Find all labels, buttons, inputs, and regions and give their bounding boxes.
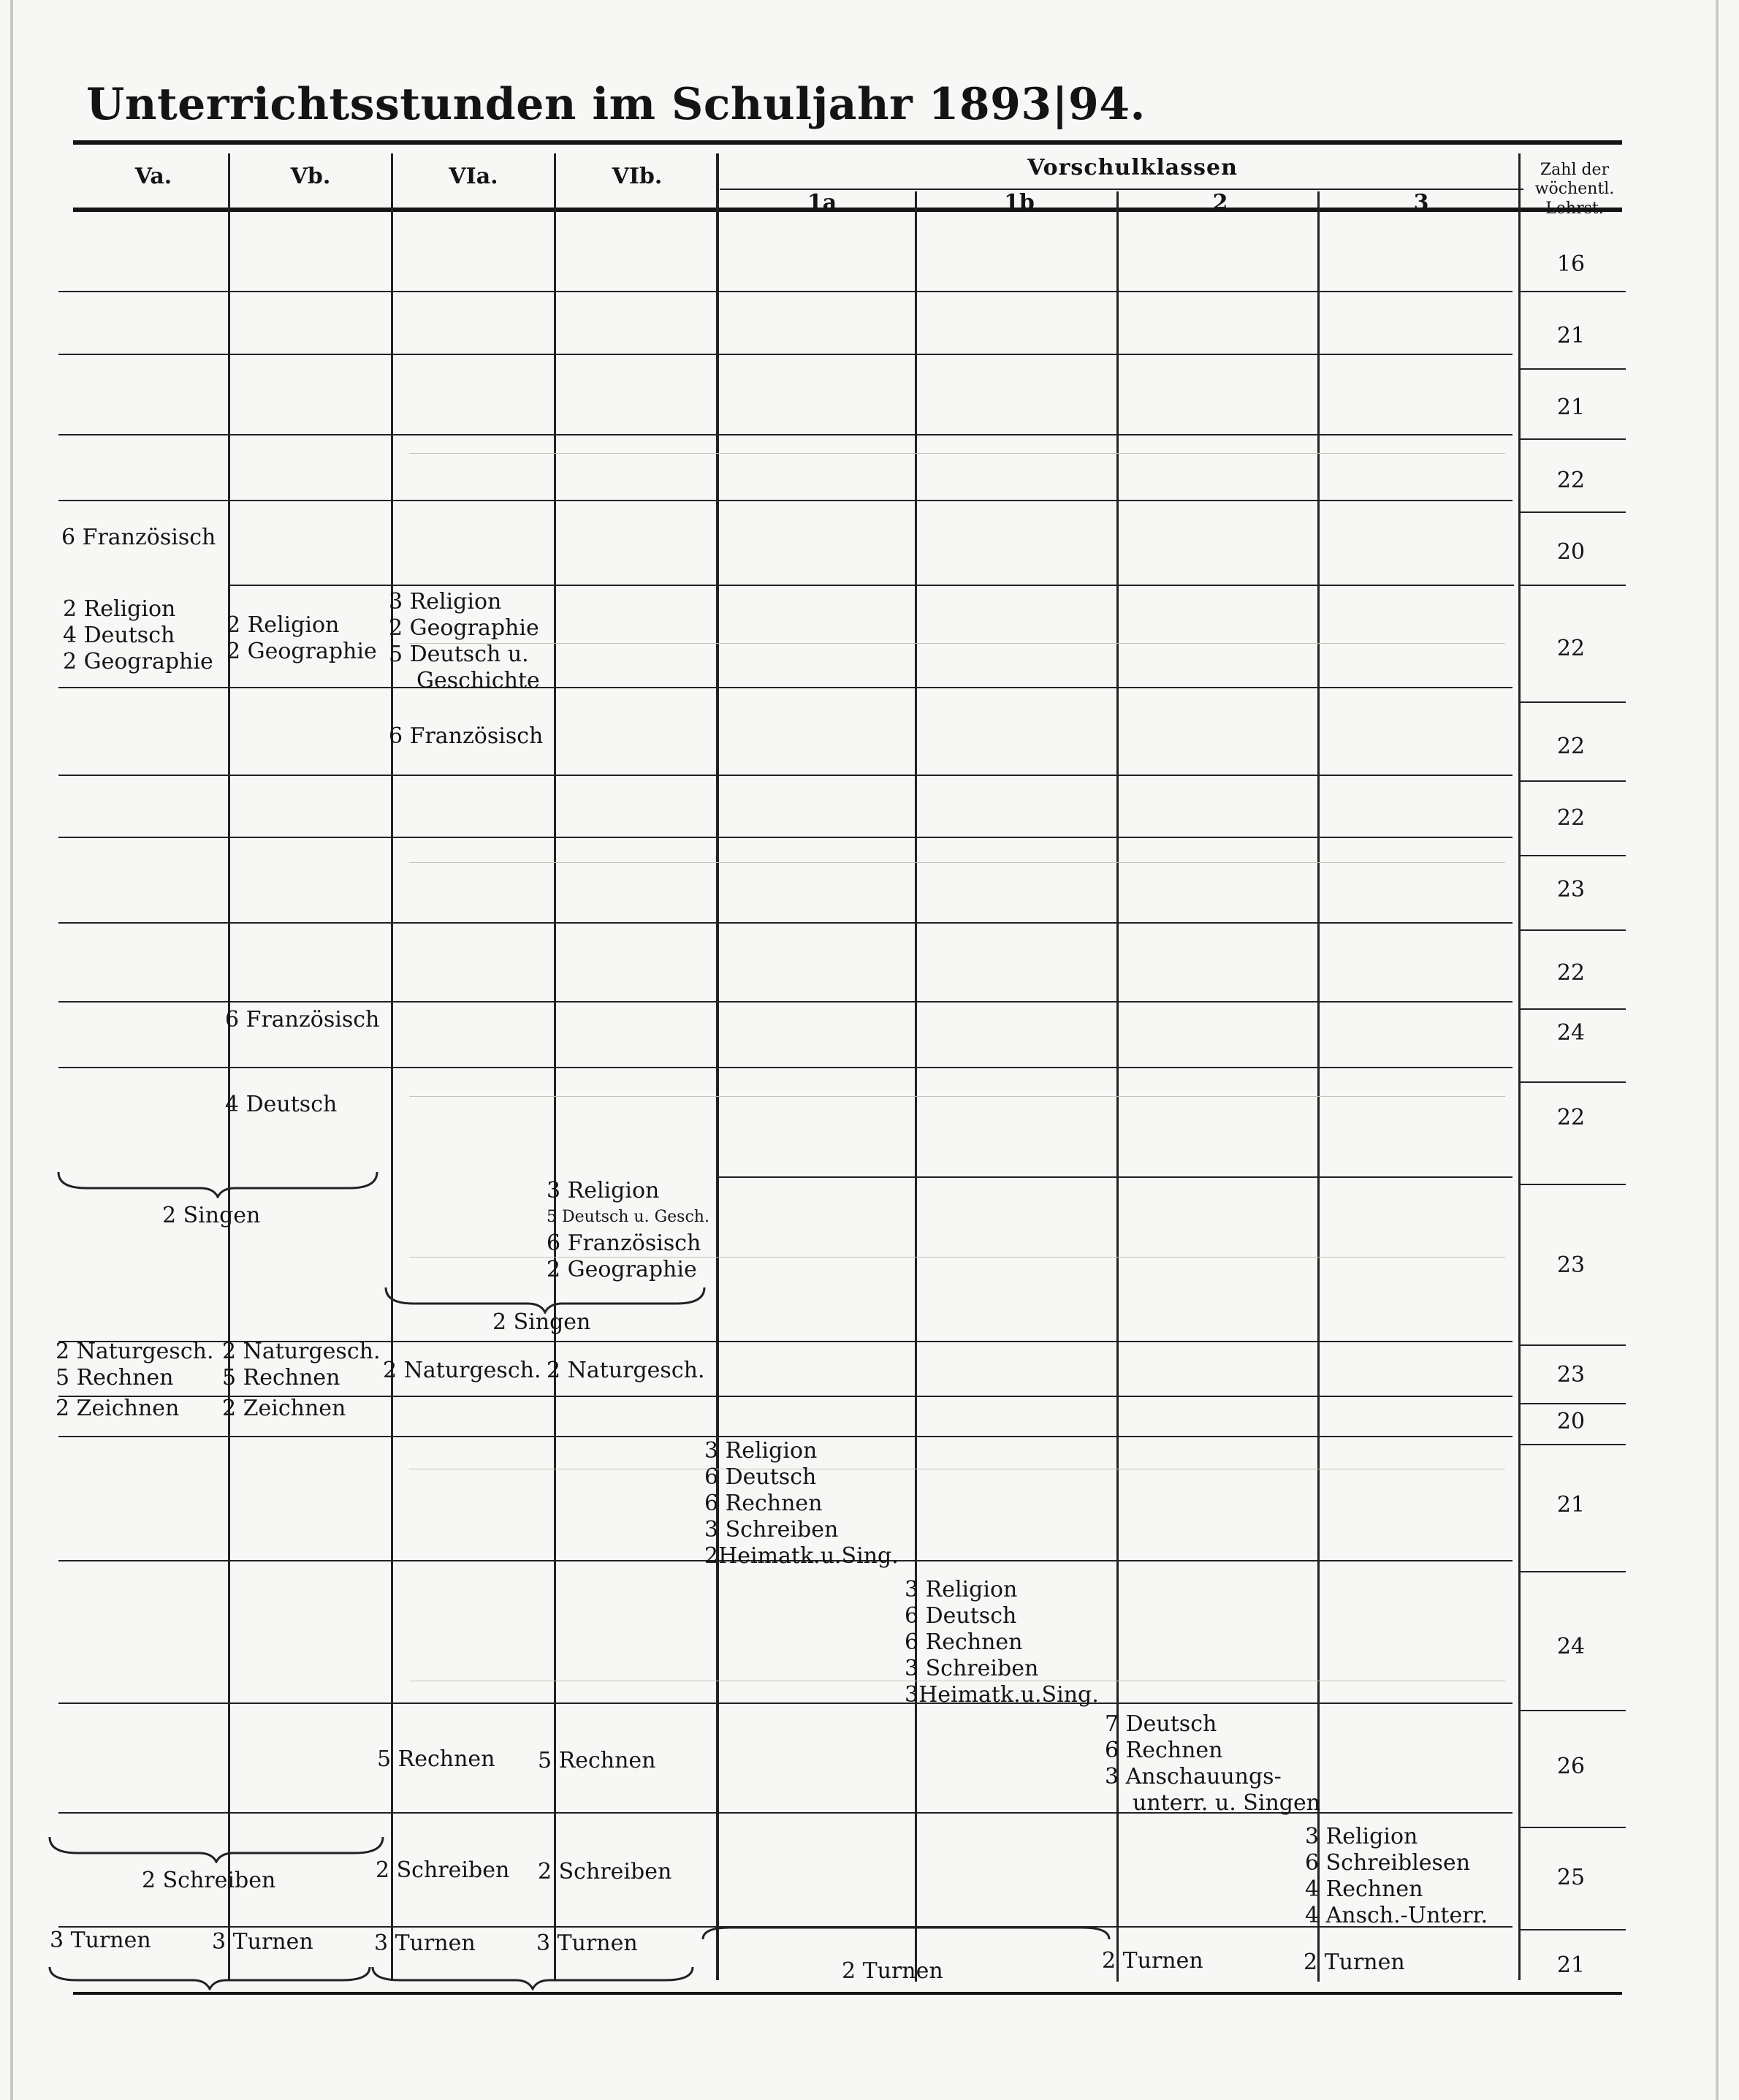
vib-turnen: 3 Turnen [536,1930,638,1956]
via-franzoesisch: 6 Französisch [389,723,544,749]
brace-va-vb-schreiben [48,1834,384,1863]
header-vb: Vb. [290,164,331,189]
header-zahl-line3: Lehrst. [1545,199,1604,218]
row-rule [58,687,1512,688]
vib-religion-deutsch-franz-geo [547,1178,709,1283]
vib-rechnen: 5 Rechnen [538,1748,656,1773]
top-rule [73,140,1622,145]
via-naturgesch: 2 Naturgesch. [383,1358,541,1383]
row-rule [58,1001,1512,1003]
v2-line: 6 Rechnen [1105,1738,1223,1763]
via-rechnen: 5 Rechnen [377,1746,495,1772]
v3-turnen: 2 Turnen [1304,1949,1405,1975]
col-divider [1518,153,1521,1980]
bleed-through-line [409,643,1505,644]
vib-line: 3 Religion [547,1178,660,1203]
hours-value: 25 [1556,1865,1586,1890]
va-line: 2 Geographie [63,649,213,674]
row-rule [1520,701,1626,703]
v1b-line: 3Heimatk.u.Sing. [905,1682,1099,1708]
va-franzoesisch: 6 Französisch [61,525,216,550]
via-line: 3 Religion [389,589,502,615]
via-schreiben: 2 Schreiben [376,1857,510,1883]
brace-va-vb-singen [57,1169,378,1198]
vib-line: 2 Geographie [547,1257,697,1282]
v3-line: 4 Rechnen [1305,1876,1423,1902]
row-rule [1520,438,1626,440]
vb-turnen: 3 Turnen [212,1929,313,1955]
hours-value: 22 [1556,734,1586,759]
row-rule [1520,855,1626,856]
hours-value: 21 [1556,1952,1586,1978]
va-religion-deutsch-geographie [63,596,213,675]
row-rule [1520,1184,1626,1185]
row-rule [1520,511,1626,513]
va-vb-schreiben: 2 Schreiben [142,1868,276,1893]
v2-line: 3 Anschauungs- [1105,1764,1282,1789]
page-title: Unterrichtsstunden im Schuljahr 1893|94. [86,79,1146,130]
vb-line: 2 Naturgesch. [222,1339,381,1364]
hours-value: 21 [1556,323,1586,349]
v3-line: 4 Ansch.-Unterr. [1305,1903,1488,1928]
row-rule [58,1703,1512,1704]
va-line: 2 Zeichnen [56,1396,180,1421]
row-rule [58,1067,1512,1068]
row-rule [1520,585,1626,586]
via-line: 2 Geographie [389,615,539,641]
v1b-line: 3 Schreiben [905,1656,1039,1681]
row-rule [58,434,1512,435]
v1a-line: 2Heimatk.u.Sing. [704,1543,899,1569]
va-line: 2 Religion [63,596,176,622]
hours-value: 16 [1556,251,1586,277]
row-rule [58,1436,1512,1437]
vb-line: 2 Zeichnen [222,1396,346,1421]
hours-value: 23 [1556,877,1586,902]
v2-line: unterr. u. Singen [1133,1790,1321,1816]
row-rule [1520,1344,1626,1346]
header-zahl-line2: wöchentl. [1534,180,1615,199]
vb-line: 5 Rechnen [222,1365,340,1391]
vib-schreiben: 2 Schreiben [538,1859,672,1884]
v2-line: 7 Deutsch [1105,1711,1217,1737]
row-rule [1520,368,1626,370]
header-vib: VIb. [612,164,663,189]
row-rule [1520,780,1626,782]
row-rule [58,500,1512,501]
row-rule [58,354,1512,355]
row-rule [716,1176,1512,1178]
header-vorschulklassen: Vorschulklassen [1027,155,1238,180]
hours-value: 21 [1556,395,1586,420]
v1b-block [905,1577,1099,1708]
row-rule [58,837,1512,838]
va-vb-singen: 2 Singen [162,1203,261,1228]
vb-line: 2 Geographie [227,639,377,664]
v3-line: 6 Schreiblesen [1305,1850,1471,1876]
hours-value: 23 [1556,1252,1586,1278]
row-rule [1520,929,1626,931]
v2-block [1105,1711,1320,1816]
v1a-line: 3 Schreiben [704,1517,839,1542]
col-divider [915,191,917,1982]
hours-value: 21 [1556,1492,1586,1518]
hours-value: 22 [1556,636,1586,661]
v1a-v1b-turnen: 2 Turnen [842,1958,943,1984]
vb-religion-geographie [227,612,377,665]
hours-value: 24 [1556,1634,1586,1659]
brace-va-vb-turnen [48,1964,371,1990]
row-rule [1520,1403,1626,1404]
v1b-line: 3 Religion [905,1577,1018,1602]
v1a-line: 3 Religion [704,1438,818,1464]
page-edge-left [10,0,13,2100]
row-rule [1520,1444,1626,1445]
bottom-rule [73,1992,1622,1995]
hours-value: 22 [1556,468,1586,493]
row-rule [1520,291,1626,292]
row-rule [1520,1008,1626,1010]
va-line: 4 Deutsch [63,623,175,648]
hours-value: 24 [1556,1020,1586,1046]
bleed-through-line [409,453,1505,454]
header-2: 2 [1212,190,1228,216]
va-line: 2 Naturgesch. [56,1339,214,1364]
row-rule [1520,1827,1626,1828]
vib-naturgesch: 2 Naturgesch. [547,1358,705,1383]
header-via: VIa. [449,164,498,189]
vib-line: 6 Französisch [547,1230,701,1256]
v3-block [1305,1824,1488,1929]
row-rule [58,291,1512,292]
via-line: 5 Deutsch u. [389,642,529,667]
hours-value: 22 [1556,1105,1586,1130]
header-va: Va. [134,164,172,189]
hours-value: 22 [1556,805,1586,831]
v3-line: 3 Religion [1305,1824,1418,1849]
brace-via-vib-turnen [371,1964,694,1990]
via-vib-singen: 2 Singen [492,1309,591,1335]
via-turnen: 3 Turnen [374,1930,476,1956]
vb-franzoesisch: 6 Französisch [225,1007,380,1032]
header-zahl [1523,161,1626,218]
v1a-line: 6 Deutsch [704,1464,817,1490]
hours-value: 23 [1556,1362,1586,1388]
hours-value: 20 [1556,539,1586,565]
va-line: 5 Rechnen [56,1365,174,1391]
vib-line: 5 Deutsch u. Gesch. [547,1208,709,1226]
page-edge-right [1716,0,1719,2100]
vb-line: 2 Religion [227,612,340,638]
row-rule [1520,1710,1626,1711]
vb-naturgesch-rechnen-zeichnen [222,1339,381,1422]
hours-value: 20 [1556,1409,1586,1434]
header-1b: 1b [1004,190,1035,216]
v1b-line: 6 Rechnen [905,1629,1023,1655]
row-rule [1520,1081,1626,1083]
row-rule [1520,1929,1626,1930]
v1a-line: 6 Rechnen [704,1491,823,1516]
header-zahl-line1: Zahl der [1540,161,1610,179]
row-rule [58,922,1512,924]
v1a-block [704,1438,899,1570]
v2-turnen: 2 Turnen [1102,1948,1203,1974]
bleed-through-line [409,1096,1505,1097]
va-turnen: 3 Turnen [50,1928,151,1953]
vb-deutsch: 4 Deutsch [225,1092,338,1117]
hours-value: 22 [1556,960,1586,986]
va-naturgesch-rechnen-zeichnen [56,1339,214,1422]
via-line: Geschichte [416,668,540,693]
header-3: 3 [1413,190,1429,216]
header-1a: 1a [807,190,837,216]
v1b-line: 6 Deutsch [905,1603,1017,1629]
row-rule [58,775,1512,776]
hours-value: 26 [1556,1754,1586,1779]
row-rule [228,585,1514,586]
row-rule [1520,1571,1626,1572]
via-religion-geographie-deutsch [389,589,540,694]
bleed-through-line [409,862,1505,863]
brace-v1a-v1b-turnen [701,1922,1111,1951]
